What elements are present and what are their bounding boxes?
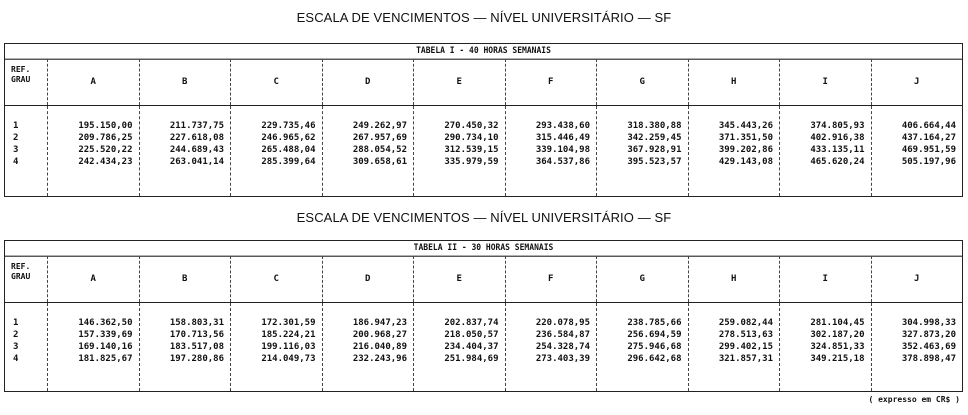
value-cell: 402.916,38: [810, 133, 865, 143]
value-cell: 197.280,86: [169, 354, 224, 364]
value-column: [413, 303, 505, 391]
column-header: D: [322, 256, 414, 302]
value-column: [688, 303, 780, 391]
value-cell: 195.150,00: [78, 121, 133, 131]
value-cell: 249.262,97: [352, 121, 407, 131]
table-header-row: [5, 256, 962, 303]
value-cell: 234.404,37: [444, 342, 499, 352]
column-header: F: [505, 256, 597, 302]
column-header: D: [322, 59, 414, 105]
value-column: [779, 303, 871, 391]
value-cell: 406.664,44: [901, 121, 956, 131]
value-column: [322, 303, 414, 391]
value-cell: 263.041,14: [169, 157, 224, 167]
value-cell: 288.054,52: [352, 145, 407, 155]
value-cell: 214.049,73: [261, 354, 316, 364]
column-header: I: [779, 256, 871, 302]
value-cell: 312.539,15: [444, 145, 499, 155]
table-caption: TABELA I - 40 HORAS SEMANAIS: [5, 43, 962, 60]
grade-column: [5, 106, 47, 196]
column-header: H: [688, 256, 780, 302]
value-column: [871, 303, 963, 391]
column-header: G: [596, 59, 688, 105]
value-column: [230, 303, 322, 391]
value-cell: 315.446,49: [535, 133, 590, 143]
value-cell: 225.520,22: [78, 145, 133, 155]
value-cell: 505.197,96: [901, 157, 956, 167]
grade-column: [5, 303, 47, 391]
value-column: [322, 106, 414, 196]
grade-cell: 2: [13, 133, 19, 143]
value-cell: 169.140,16: [78, 342, 133, 352]
value-cell: 302.187,20: [810, 330, 865, 340]
value-column: [230, 106, 322, 196]
grade-cell: 2: [13, 330, 19, 340]
column-header: A: [47, 256, 139, 302]
value-cell: 232.243,96: [352, 354, 407, 364]
column-header: E: [413, 59, 505, 105]
value-cell: 216.040,89: [352, 342, 407, 352]
table-body: [5, 106, 962, 196]
value-column: [505, 303, 597, 391]
value-cell: 469.951,59: [901, 145, 956, 155]
value-column: [505, 106, 597, 196]
value-cell: 285.399,64: [261, 157, 316, 167]
value-cell: 364.537,86: [535, 157, 590, 167]
value-cell: 199.116,03: [261, 342, 316, 352]
column-header: C: [230, 59, 322, 105]
value-cell: 304.998,33: [901, 318, 956, 328]
value-column: [413, 106, 505, 196]
value-cell: 200.968,27: [352, 330, 407, 340]
value-cell: 202.837,74: [444, 318, 499, 328]
value-cell: 254.328,74: [535, 342, 590, 352]
value-cell: 227.618,08: [169, 133, 224, 143]
value-cell: 465.620,24: [810, 157, 865, 167]
table1: [4, 43, 963, 197]
value-cell: 218.050,57: [444, 330, 499, 340]
grade-label: GRAU: [11, 75, 31, 84]
value-column: [596, 106, 688, 196]
grade-cell: 4: [13, 354, 19, 364]
value-cell: 433.135,11: [810, 145, 865, 155]
value-cell: 259.082,44: [718, 318, 773, 328]
value-cell: 256.694,59: [627, 330, 682, 340]
value-cell: 244.689,43: [169, 145, 224, 155]
grade-cell: 3: [13, 145, 19, 155]
ref-label: REF.: [11, 262, 31, 271]
value-cell: 352.463,69: [901, 342, 956, 352]
value-cell: 345.443,26: [718, 121, 773, 131]
table1-title: ESCALA DE VENCIMENTOS — NÍVEL UNIVERSITÁRIO — SF: [296, 10, 672, 25]
column-header: A: [47, 59, 139, 105]
value-cell: 281.104,45: [810, 318, 865, 328]
value-cell: 181.825,67: [78, 354, 133, 364]
value-cell: 273.403,39: [535, 354, 590, 364]
value-cell: 299.402,15: [718, 342, 773, 352]
value-cell: 293.438,60: [535, 121, 590, 131]
column-header: G: [596, 256, 688, 302]
grade-cell: 1: [13, 121, 19, 131]
value-cell: 238.785,66: [627, 318, 682, 328]
value-cell: 209.786,25: [78, 133, 133, 143]
value-cell: 374.805,93: [810, 121, 865, 131]
value-cell: 429.143,08: [718, 157, 773, 167]
value-cell: 267.957,69: [352, 133, 407, 143]
ref-label: REF.: [11, 65, 31, 74]
currency-note: ( expresso em CR$ ): [868, 395, 960, 404]
value-column: [688, 106, 780, 196]
value-cell: 270.450,32: [444, 121, 499, 131]
value-cell: 146.362,50: [78, 318, 133, 328]
value-cell: 290.734,10: [444, 133, 499, 143]
value-cell: 278.513,63: [718, 330, 773, 340]
value-column: [47, 106, 139, 196]
value-column: [871, 106, 963, 196]
column-header: J: [871, 59, 963, 105]
value-cell: 265.488,04: [261, 145, 316, 155]
value-cell: 371.351,50: [718, 133, 773, 143]
grade-cell: 1: [13, 318, 19, 328]
value-cell: 318.380,88: [627, 121, 682, 131]
grade-cell: 4: [13, 157, 19, 167]
value-cell: 275.946,68: [627, 342, 682, 352]
value-column: [47, 303, 139, 391]
column-header: C: [230, 256, 322, 302]
value-cell: 170.713,56: [169, 330, 224, 340]
value-cell: 399.202,86: [718, 145, 773, 155]
ref-grade-header: [5, 59, 47, 105]
column-header: B: [139, 256, 231, 302]
table2: [4, 240, 963, 392]
value-cell: 437.164,27: [901, 133, 956, 143]
value-cell: 211.737,75: [169, 121, 224, 131]
value-column: [779, 106, 871, 196]
table2-title: ESCALA DE VENCIMENTOS — NÍVEL UNIVERSITÁRIO — SF: [296, 210, 672, 225]
value-cell: 246.965,62: [261, 133, 316, 143]
ref-grade-header: [5, 256, 47, 302]
value-cell: 342.259,45: [627, 133, 682, 143]
table-caption: TABELA II - 30 HORAS SEMANAIS: [5, 240, 962, 257]
value-cell: 220.078,95: [535, 318, 590, 328]
value-cell: 183.517,08: [169, 342, 224, 352]
value-cell: 242.434,23: [78, 157, 133, 167]
value-cell: 157.339,69: [78, 330, 133, 340]
value-cell: 185.224,21: [261, 330, 316, 340]
value-cell: 335.979,59: [444, 157, 499, 167]
value-cell: 327.873,20: [901, 330, 956, 340]
value-cell: 395.523,57: [627, 157, 682, 167]
value-cell: 251.984,69: [444, 354, 499, 364]
column-header: H: [688, 59, 780, 105]
column-header: E: [413, 256, 505, 302]
value-cell: 296.642,68: [627, 354, 682, 364]
value-cell: 229.735,46: [261, 121, 316, 131]
column-header: J: [871, 256, 963, 302]
value-column: [596, 303, 688, 391]
value-cell: 367.928,91: [627, 145, 682, 155]
grade-label: GRAU: [11, 272, 31, 281]
value-cell: 339.104,98: [535, 145, 590, 155]
column-header: F: [505, 59, 597, 105]
value-cell: 158.803,31: [169, 318, 224, 328]
table-body: [5, 303, 962, 391]
table-header-row: [5, 59, 962, 106]
value-cell: 349.215,18: [810, 354, 865, 364]
grade-cell: 3: [13, 342, 19, 352]
value-cell: 324.851,33: [810, 342, 865, 352]
column-header: B: [139, 59, 231, 105]
value-cell: 172.301,59: [261, 318, 316, 328]
column-header: I: [779, 59, 871, 105]
value-cell: 186.947,23: [352, 318, 407, 328]
value-cell: 321.857,31: [718, 354, 773, 364]
value-column: [139, 106, 231, 196]
value-cell: 236.584,87: [535, 330, 590, 340]
value-cell: 309.658,61: [352, 157, 407, 167]
value-column: [139, 303, 231, 391]
value-cell: 378.898,47: [901, 354, 956, 364]
